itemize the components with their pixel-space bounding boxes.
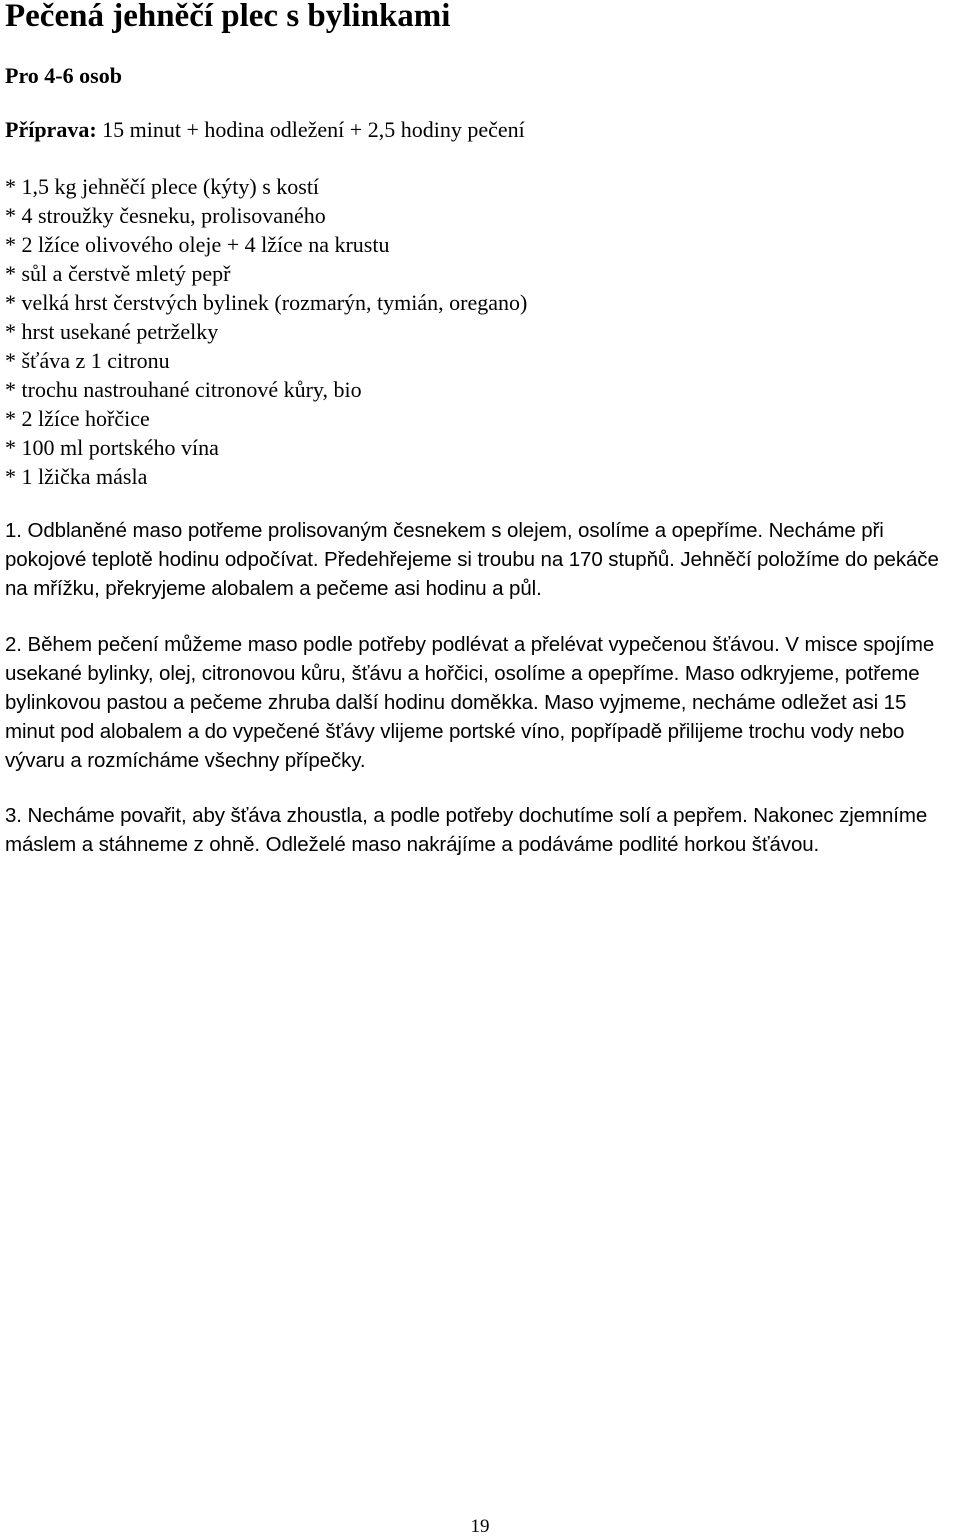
preparation-label: Příprava: bbox=[5, 117, 97, 142]
ingredient-list bbox=[5, 172, 527, 491]
ingredient-item: * sůl a čerstvě mletý pepř bbox=[5, 261, 231, 286]
page-number: 19 bbox=[470, 1516, 490, 1537]
ingredient-item: * 100 ml portského vína bbox=[5, 435, 219, 460]
ingredient-item: * hrst usekané petrželky bbox=[5, 319, 219, 344]
preparation-time bbox=[5, 116, 525, 144]
ingredient-item: * 2 lžíce olivového oleje + 4 lžíce na krustu bbox=[5, 232, 390, 257]
ingredient-item: * šťáva z 1 citronu bbox=[5, 348, 170, 373]
ingredient-item: * 1,5 kg jehněčí plece (kýty) s kostí bbox=[5, 174, 320, 199]
method-step-3: 3. Necháme povařit, aby šťáva zhoustla, a podle potřeby dochutíme solí a pepřem. Nakonec zjemníme máslem a stáhneme z ohně. Odleželé maso nakrájíme a podáváme podlité horkou šťávou. bbox=[5, 804, 928, 856]
servings-text: Pro 4-6 osob bbox=[5, 63, 122, 88]
preparation-value: 15 minut + hodina odležení + 2,5 hodiny pečení bbox=[96, 117, 525, 142]
recipe-title: Pečená jehněčí plec s bylinkami bbox=[5, 0, 451, 34]
ingredient-item: * 1 lžička másla bbox=[5, 464, 148, 489]
ingredient-item: * 2 lžíce hořčice bbox=[5, 406, 150, 431]
ingredient-item: * 4 stroužky česneku, prolisovaného bbox=[5, 203, 326, 228]
ingredient-item: * velká hrst čerstvých bylinek (rozmarýn, tymián, oregano) bbox=[5, 290, 528, 315]
method-step-1: 1. Odblaněné maso potřeme prolisovaným česnekem s olejem, osolíme a opepříme. Necháme při pokojové teplotě hodinu odpočívat. Předehřejeme si troubu na 170 stupňů. Jehněčí položíme do pekáče na mřížku, překryjeme alobalem a pečeme asi hodinu a půl. bbox=[5, 519, 939, 600]
ingredient-item: * trochu nastrouhané citronové kůry, bio bbox=[5, 377, 362, 402]
method-step-2: 2. Během pečení můžeme maso podle potřeby podlévat a přelévat vypečenou šťávou. V misce spojíme usekané bylinky, olej, citronovou kůru, šťávu a hořčici, osolíme a opepříme. Maso odkryjeme, potřeme bylinkovou pastou a pečeme zhruba další hodinu doměkka. Maso vyjmeme, necháme odležet asi 15 minut pod alobalem a do vypečené šťávy vlijeme portské víno, popřípadě přilijeme trochu vody nebo vývaru a rozmícháme všechny přípečky. bbox=[5, 633, 935, 772]
